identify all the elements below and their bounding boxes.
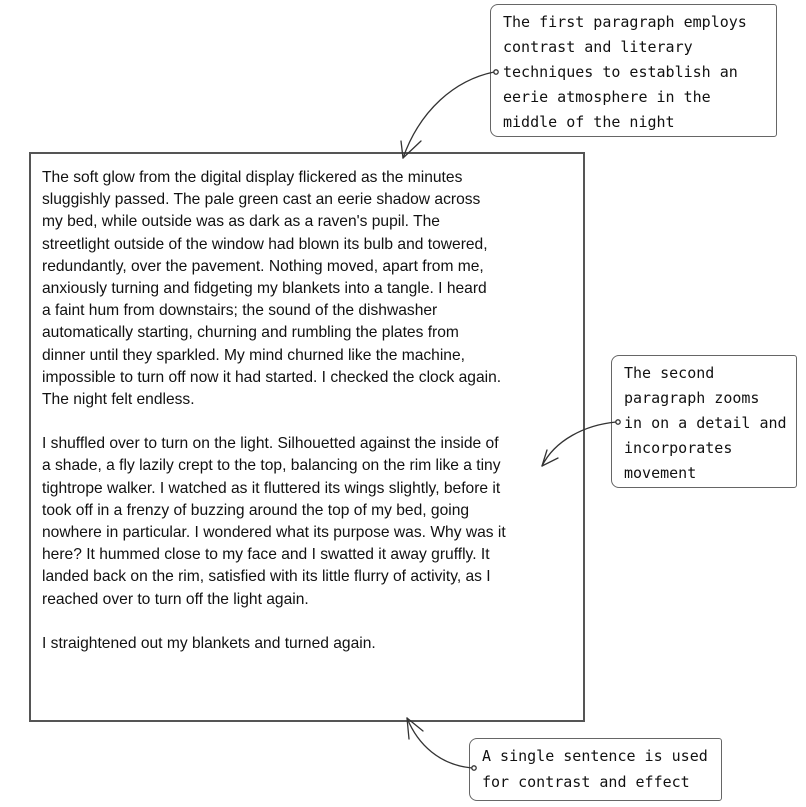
essay-box (29, 152, 585, 722)
paragraph-3: I straightened out my blankets and turned again. (42, 634, 376, 652)
annotation-callout-first-paragraph: The first paragraph employs contrast and literary techniques to establish an eerie atmosphere in the middle of the night (490, 4, 777, 137)
annotation-callout-second-paragraph: The second paragraph zooms in on a detail and incorporates movement (611, 355, 797, 488)
annotation-callout-single-sentence: A single sentence is used for contrast and effect (469, 738, 722, 801)
arrow-3-icon (407, 718, 476, 770)
arrow-1-icon (401, 70, 498, 158)
paragraph-1: The soft glow from the digital display flickered as the minutes sluggishly passed. The pale green cast an eerie shadow across my bed, while outside was as dark as a raven's pupil. The streetlight outside of the window had blown its bulb and towered, redundantly, over the pavement. Nothing moved, apart from me, anxiously turning and fidgeting my blankets into a tangle. I heard a faint hum from downstairs; the sound of the dishwasher automatically starting, churning and rumbling the plates from dinner until they sparkled. My mind churned like the machine, impossible to turn off now it had started. I checked the clock again. The night felt endless. (42, 169, 502, 409)
paragraph-2: I shuffled over to turn on the light. Silhouetted against the inside of a shade, a fly lazily crept to the top, balancing on the rim like a tiny tightrope walker. I watched as it fluttered its wings slightly, before it took off in a frenzy of buzzing around the top of my bed, going nowhere in particular. I wondered what its purpose was. Why was it here? It hummed close to my face and I swatted it away gruffly. It landed back on the rim, satisfied with its little flurry of activity, as I reached over to turn off the light again. (42, 435, 506, 608)
